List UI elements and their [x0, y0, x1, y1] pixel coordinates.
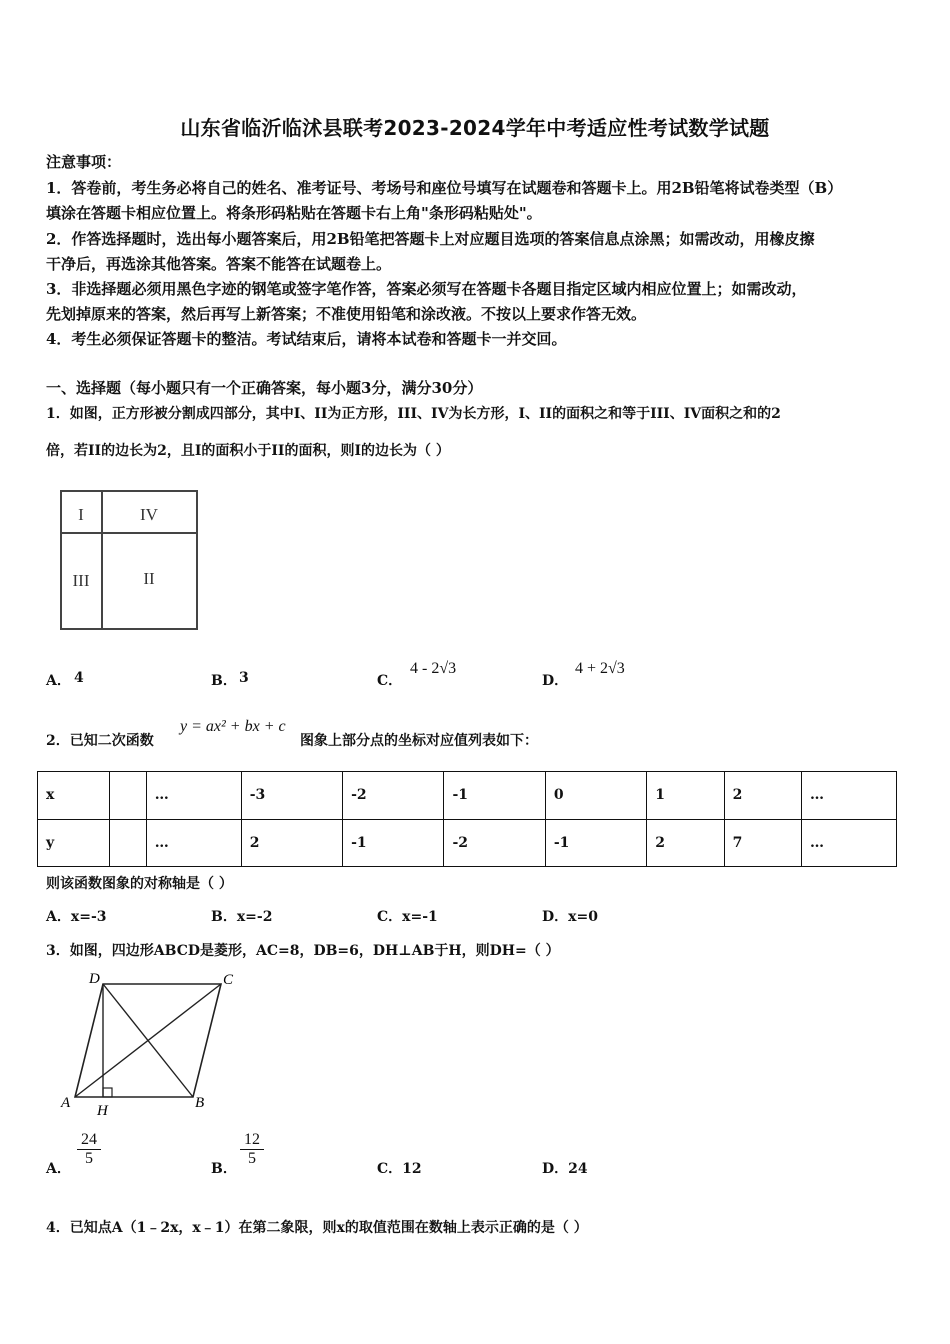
table-cell: …: [801, 772, 896, 820]
q1-option-a-value: 4: [74, 670, 84, 686]
table-cell: [109, 819, 146, 867]
table-cell: 0: [545, 772, 646, 820]
table-cell: y: [38, 819, 110, 867]
q2-stem-prefix: 2．已知二次函数: [46, 733, 154, 749]
fraction-denominator: 5: [248, 1150, 256, 1167]
table-cell: 2: [241, 819, 342, 867]
table-cell: -1: [444, 772, 545, 820]
region-IV-label: IV: [140, 505, 158, 524]
table-cell: 7: [724, 819, 801, 867]
table-cell: [109, 772, 146, 820]
vertex-B-label: B: [195, 1095, 205, 1111]
q4-stem: 4．已知点A（1﹣2x，x﹣1）在第二象限，则x的取值范围在数轴上表示正确的是（ ）: [46, 1220, 588, 1236]
table-row-y: [38, 819, 897, 867]
table-cell: -1: [343, 819, 444, 867]
q1-option-d-value: 4 + 2√3: [575, 660, 625, 677]
q3-option-b-fraction: [240, 1131, 264, 1168]
region-III-label: III: [72, 571, 90, 590]
table-cell: …: [146, 772, 241, 820]
table-cell: -2: [444, 819, 545, 867]
q3-rhombus-figure: [55, 966, 245, 1121]
table-cell: 2: [647, 819, 724, 867]
table-row-x: [38, 772, 897, 820]
q1-square-figure: [55, 486, 205, 636]
q1-option-c-value: 4 - 2√3: [410, 660, 457, 677]
q2-option-b: B．x=-2: [211, 909, 273, 925]
table-cell: …: [146, 819, 241, 867]
q3-option-b-label: B．: [211, 1161, 237, 1177]
table-cell: 1: [647, 772, 724, 820]
q3-option-a-label: A．: [46, 1161, 71, 1177]
vertex-A-label: A: [61, 1095, 71, 1111]
q1-option-b-value: 3: [239, 670, 249, 686]
q1-option-b-label: B．: [211, 673, 237, 689]
table-cell: -2: [343, 772, 444, 820]
notice-line-7: 4．考生必须保证答题卡的整洁。考试结束后，请将本试卷和答题卡一并交回。: [46, 330, 567, 348]
page-title: 山东省临沂临沭县联考2023-2024学年中考适应性考试数学试题: [180, 116, 770, 140]
q2-value-table: [37, 771, 897, 867]
notice-line-3: 2．作答选择题时，选出每小题答案后，用2B铅笔把答题卡上对应题目选项的答案信息点涂黑；如需改动，用橡皮擦: [46, 230, 815, 248]
q2-stem-suffix: 图象上部分点的坐标对应值列表如下：: [300, 733, 538, 749]
q2-option-c: C．x=-1: [377, 909, 438, 925]
point-H-label: H: [97, 1103, 108, 1119]
fraction-numerator: 12: [244, 1131, 260, 1148]
notice-heading: 注意事项：: [46, 153, 122, 171]
q3-option-a-fraction: [77, 1131, 101, 1168]
table-cell: x: [38, 772, 110, 820]
q3-option-c: C．12: [377, 1161, 422, 1177]
q1-option-d-label: D．: [542, 673, 569, 689]
vertex-C-label: C: [223, 972, 234, 988]
q1-option-c-label: C．: [377, 673, 403, 689]
table-cell: 2: [724, 772, 801, 820]
region-I-label: I: [78, 505, 84, 524]
table-cell: -3: [241, 772, 342, 820]
q1-stem-line1: 1．如图，正方形被分割成四部分，其中I、II为正方形，III、IV为长方形，I、II的面积之和等于III、IV面积之和的2: [46, 406, 781, 422]
fraction-numerator: 24: [81, 1131, 97, 1148]
notice-line-6: 先划掉原来的答案，然后再写上新答案；不准使用铅笔和涂改液。不按以上要求作答无效。: [46, 305, 647, 323]
q3-stem: 3．如图，四边形ABCD是菱形，AC=8，DB=6，DH⊥AB于H，则DH=（ ）: [46, 943, 560, 959]
q2-option-d: D．x=0: [542, 909, 598, 925]
q2-question: 则该函数图象的对称轴是（ ）: [46, 876, 233, 892]
q3-option-d: D．24: [542, 1161, 588, 1177]
table-cell: …: [801, 819, 896, 867]
notice-line-2: 填涂在答题卡相应位置上。将条形码粘贴在答题卡右上角"条形码粘贴处"。: [46, 204, 542, 222]
table-cell: -1: [545, 819, 646, 867]
q2-function-formula: y = ax² + bx + c: [180, 718, 286, 735]
region-II-label: II: [143, 569, 155, 588]
notice-line-1: 1．答卷前，考生务必将自己的姓名、准考证号、考场号和座位号填写在试题卷和答题卡上。用2B铅笔将试卷类型（B）: [46, 179, 843, 197]
q1-option-a-label: A．: [46, 673, 71, 689]
q1-stem-line2: 倍，若II的边长为2，且I的面积小于II的面积，则I的边长为（ ）: [46, 443, 450, 459]
notice-line-5: 3．非选择题必须用黑色字迹的钢笔或签字笔作答，答案必须写在答题卡各题目指定区域内相应位置上；如需改动，: [46, 280, 807, 298]
fraction-denominator: 5: [85, 1150, 93, 1167]
q2-option-a: A．x=-3: [46, 909, 107, 925]
notice-line-4: 干净后，再选涂其他答案。答案不能答在试题卷上。: [46, 255, 392, 273]
vertex-D-label: D: [89, 971, 100, 987]
section-heading: 一、选择题（每小题只有一个正确答案，每小题3分，满分30分）: [46, 379, 483, 397]
